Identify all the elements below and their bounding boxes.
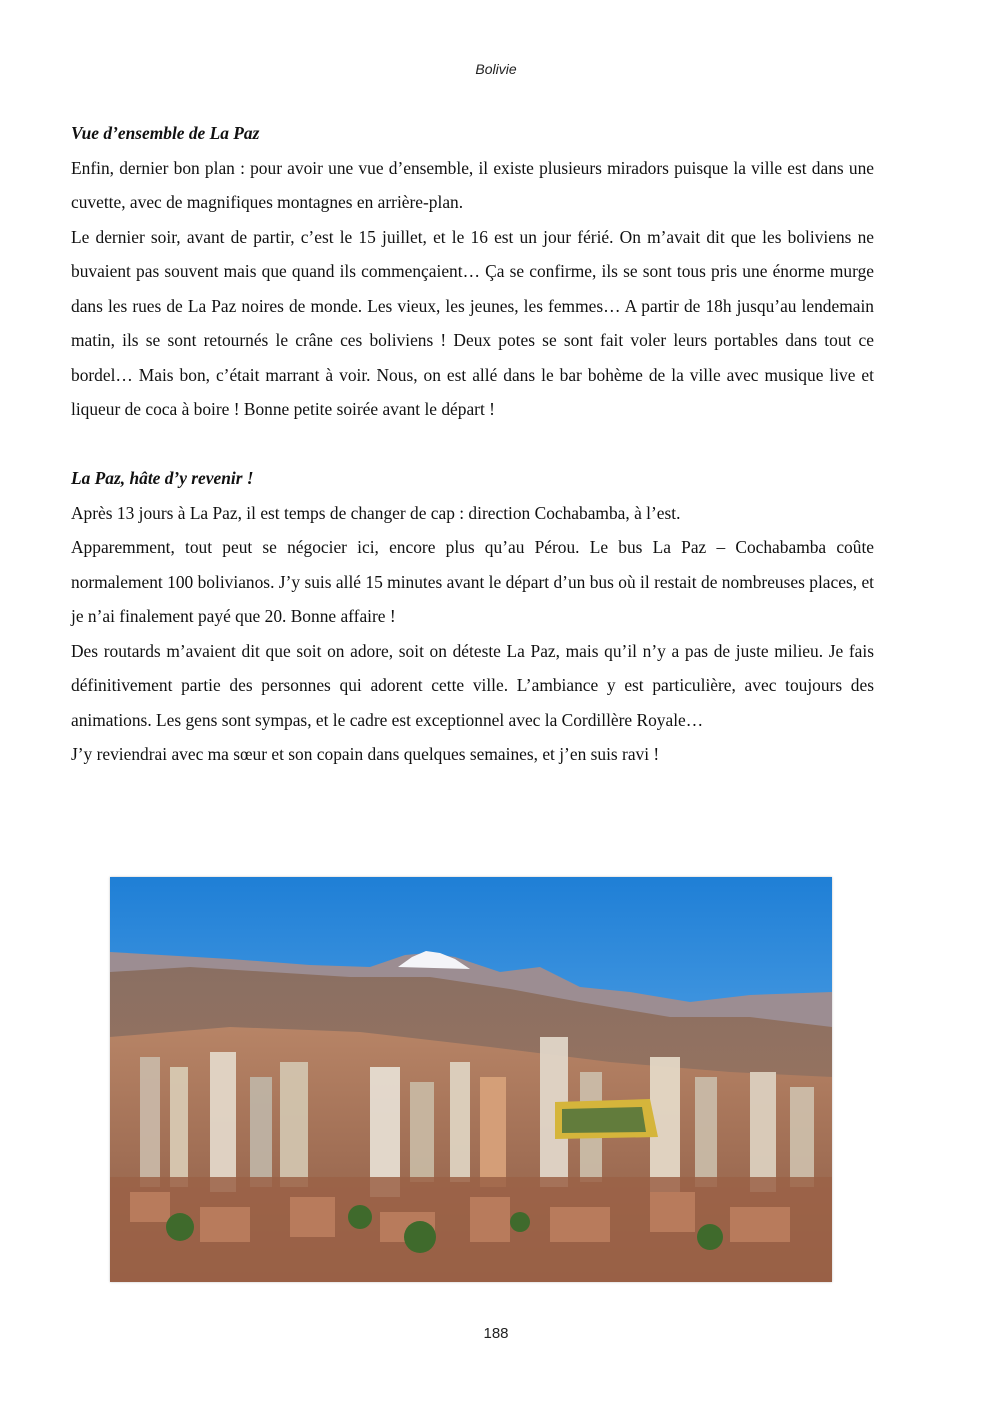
- section-heading-la-paz-revisit: La Paz, hâte d’y revenir !: [71, 468, 254, 488]
- page-number: 188: [483, 1325, 509, 1342]
- section-heading-la-paz-overview: Vue d’ensemble de La Paz: [71, 123, 260, 143]
- la-paz-panorama-photo: [110, 877, 832, 1282]
- paragraph: J’y reviendrai avec ma sœur et son copain dans quelques semaines, et j’en suis ravi !: [71, 744, 660, 764]
- section-spacer: [71, 427, 874, 462]
- paragraph: Enfin, dernier bon plan : pour avoir une vue d’ensemble, il existe plusieurs miradors puisque la ville est dans une cuvette, avec de magnifiques montagnes en arrière-plan.: [71, 157, 874, 212]
- paragraph: Le dernier soir, avant de partir, c’est le 15 juillet, et le 16 est un jour férié. On m’avait dit que les boliviens ne buvaient pas souvent mais que quand ils commençaient… Ça se confirme, ils se sont tous pris une énorme murge dans les rues de La Paz noires de monde. Les vieux, les jeunes, les femmes… A partir de 18h jusqu’au lendemain matin, ils se sont retournés le crâne ces boliviens ! Deux potes se sont fait voler leurs portables dans tout ce bordel… Mais bon, c’était marrant à voir. Nous, on est allé dans le bar bohème de la ville avec musique live et liqueur de coca à boire ! Bonne petite soirée avant le départ !: [71, 226, 874, 419]
- paragraph: Des routards m’avaient dit que soit on adore, soit on déteste La Paz, mais qu’il n’y a pas de juste milieu. Je fais définitivement partie des personnes qui adorent cette ville. L’ambiance y est particulière, avec toujours des animations. Les gens sont sympas, et le cadre est exceptionnel avec la Cordillère Royale…: [71, 640, 874, 730]
- page-body: [71, 116, 874, 772]
- paragraph: Apparemment, tout peut se négocier ici, encore plus qu’au Pérou. Le bus La Paz – Cochabamba coûte normalement 100 bolivianos. J’y suis allé 15 minutes avant le départ d’un bus où il restait de nombreuses places, et je n’ai finalement payé que 20. Bonne affaire !: [71, 537, 874, 626]
- paragraph: Après 13 jours à La Paz, il est temps de changer de cap : direction Cochabamba, à l’est.: [71, 502, 681, 523]
- running-header: Bolivie: [475, 61, 517, 77]
